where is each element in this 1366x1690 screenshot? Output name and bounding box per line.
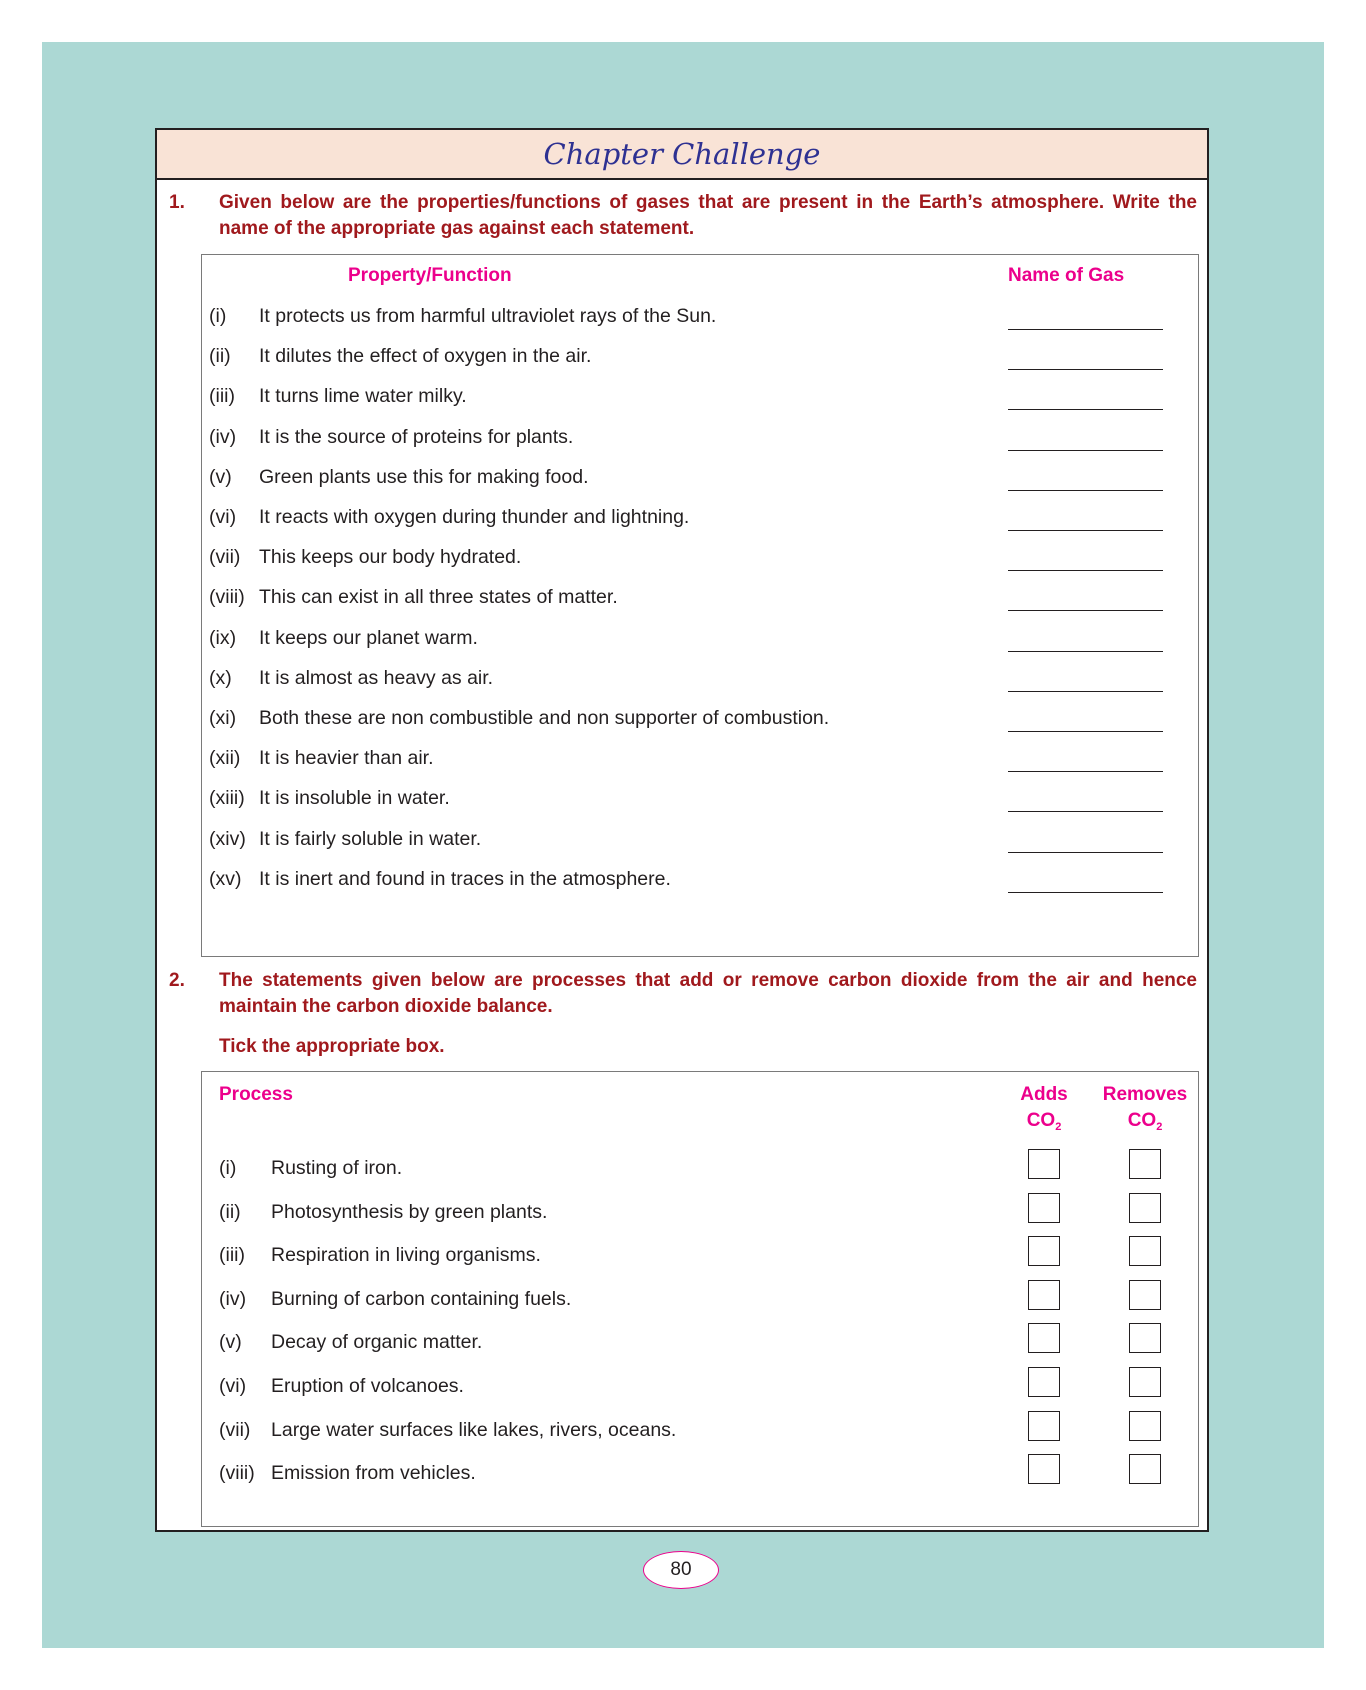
item-number: (iii) xyxy=(219,1244,245,1267)
gas-statement-row xyxy=(202,466,1198,496)
process-row xyxy=(202,1462,1198,1492)
statement-text: Both these are non combustible and non supporter of combustion. xyxy=(259,707,830,729)
statement-text: It dilutes the effect of oxygen in the air. xyxy=(259,345,592,368)
process-header: Process xyxy=(219,1084,293,1105)
removes-co2-checkbox[interactable] xyxy=(1129,1411,1161,1441)
process-text: Rusting of iron. xyxy=(271,1157,403,1179)
instruction: Tick the appropriate box. xyxy=(219,1036,445,1057)
adds-co2-checkbox[interactable] xyxy=(1028,1411,1060,1441)
process-row xyxy=(202,1375,1198,1405)
gas-statement-row xyxy=(202,747,1198,777)
removes-label: Removes xyxy=(1102,1084,1188,1105)
page-number: 80 xyxy=(643,1551,719,1589)
gas-statement-row xyxy=(202,426,1198,456)
adds-co2-label xyxy=(1016,1110,1072,1133)
removes-co2-checkbox[interactable] xyxy=(1129,1323,1161,1353)
answer-blank[interactable] xyxy=(1008,771,1163,772)
process-text: Respiration in living organisms. xyxy=(271,1244,541,1267)
process-text: Burning of carbon containing fuels. xyxy=(271,1287,572,1310)
item-number: (i) xyxy=(219,1157,237,1179)
removes-co2-checkbox[interactable] xyxy=(1129,1193,1161,1223)
item-number: (xiii) xyxy=(209,787,245,810)
statement-text: It is inert and found in traces in the atmosphere. xyxy=(259,867,671,890)
question-text: The statements given below are processes that add or remove carbon dioxide from the air and hence maintain the carbon dioxide balance. xyxy=(219,970,1197,1017)
statement-text: Green plants use this for making food. xyxy=(259,465,589,488)
statement-text: It protects us from harmful ultraviolet rays of the Sun. xyxy=(259,305,717,327)
worksheet xyxy=(155,128,1209,1532)
process-text: Decay of organic matter. xyxy=(271,1331,483,1354)
item-number: (ii) xyxy=(209,345,231,368)
adds-co2-checkbox[interactable] xyxy=(1028,1367,1060,1397)
gas-header: Name of Gas xyxy=(1008,265,1125,286)
question-number: 2. xyxy=(169,970,185,991)
item-number: (vi) xyxy=(219,1375,247,1397)
process-text: Photosynthesis by green plants. xyxy=(271,1200,548,1223)
process-row xyxy=(202,1157,1198,1187)
adds-co2-checkbox[interactable] xyxy=(1028,1236,1060,1266)
gas-statement-row xyxy=(202,305,1198,335)
gas-statement-row xyxy=(202,627,1198,657)
item-number: (viii) xyxy=(209,586,245,609)
item-number: (xi) xyxy=(209,707,237,729)
item-number: (x) xyxy=(209,666,232,689)
item-number: (xv) xyxy=(209,867,242,890)
item-number: (vi) xyxy=(209,506,237,528)
statement-text: It is almost as heavy as air. xyxy=(259,666,494,689)
statement-text: It keeps our planet warm. xyxy=(259,626,478,649)
process-row xyxy=(202,1288,1198,1318)
removes-header xyxy=(1095,1084,1195,1133)
answer-blank[interactable] xyxy=(1008,490,1163,491)
co2-text: CO xyxy=(1026,1110,1056,1131)
answer-blank[interactable] xyxy=(1008,811,1163,812)
removes-co2-label xyxy=(1095,1110,1195,1133)
item-number: (v) xyxy=(219,1331,242,1354)
answer-blank[interactable] xyxy=(1008,731,1163,732)
question-2 xyxy=(169,968,1197,1020)
answer-blank[interactable] xyxy=(1008,610,1163,611)
statement-text: It is fairly soluble in water. xyxy=(259,827,482,850)
item-number: (iv) xyxy=(209,425,237,448)
adds-co2-checkbox[interactable] xyxy=(1028,1454,1060,1484)
adds-label: Adds xyxy=(1020,1084,1068,1105)
item-number: (v) xyxy=(209,465,232,488)
item-number: (xii) xyxy=(209,747,241,770)
gas-statement-row xyxy=(202,586,1198,616)
statement-text: It is the source of proteins for plants. xyxy=(259,425,574,448)
statement-text: It turns lime water milky. xyxy=(259,385,467,408)
removes-co2-checkbox[interactable] xyxy=(1129,1236,1161,1266)
process-row xyxy=(202,1201,1198,1231)
gas-statement-row xyxy=(202,506,1198,536)
question-number: 1. xyxy=(169,192,185,213)
answer-blank[interactable] xyxy=(1008,530,1163,531)
co2-table xyxy=(201,1071,1199,1527)
process-row xyxy=(202,1244,1198,1274)
gas-statement-row xyxy=(202,868,1198,898)
adds-co2-checkbox[interactable] xyxy=(1028,1280,1060,1310)
page-title: Chapter Challenge xyxy=(157,130,1207,180)
gas-statement-row xyxy=(202,385,1198,415)
statement-text: It is insoluble in water. xyxy=(259,787,450,810)
gas-table xyxy=(201,254,1199,957)
item-number: (ii) xyxy=(219,1200,241,1223)
answer-blank[interactable] xyxy=(1008,892,1163,893)
item-number: (xiv) xyxy=(209,827,246,850)
item-number: (vii) xyxy=(219,1418,251,1441)
answer-blank[interactable] xyxy=(1008,852,1163,853)
answer-blank[interactable] xyxy=(1008,409,1163,410)
property-header: Property/Function xyxy=(348,265,512,286)
process-row xyxy=(202,1331,1198,1361)
process-text: Large water surfaces like lakes, rivers, oceans. xyxy=(271,1418,677,1441)
removes-co2-checkbox[interactable] xyxy=(1129,1280,1161,1310)
gas-statement-row xyxy=(202,345,1198,375)
item-number: (vii) xyxy=(209,546,241,569)
statement-text: It reacts with oxygen during thunder and lightning. xyxy=(259,506,690,528)
statement-text: It is heavier than air. xyxy=(259,747,434,770)
co2-subscript: 2 xyxy=(1156,1121,1163,1133)
item-number: (iii) xyxy=(209,385,235,408)
gas-statement-row xyxy=(202,787,1198,817)
co2-subscript: 2 xyxy=(1055,1121,1062,1133)
gas-statement-row xyxy=(202,828,1198,858)
gas-statement-row xyxy=(202,667,1198,697)
item-number: (viii) xyxy=(219,1462,255,1485)
question-1 xyxy=(169,190,1197,242)
removes-co2-checkbox[interactable] xyxy=(1129,1149,1161,1179)
process-row xyxy=(202,1419,1198,1449)
answer-blank[interactable] xyxy=(1008,369,1163,370)
answer-blank[interactable] xyxy=(1008,691,1163,692)
adds-header xyxy=(1016,1084,1072,1133)
answer-blank[interactable] xyxy=(1008,329,1163,330)
item-number: (iv) xyxy=(219,1287,247,1310)
co2-text: CO xyxy=(1127,1110,1157,1131)
removes-co2-checkbox[interactable] xyxy=(1129,1367,1161,1397)
adds-co2-checkbox[interactable] xyxy=(1028,1149,1060,1179)
question-text: Given below are the properties/functions of gases that are present in the Earth’s atmosphere. Write the name of the appropriate gas against each statement. xyxy=(219,192,1197,239)
adds-co2-checkbox[interactable] xyxy=(1028,1193,1060,1223)
process-text: Emission from vehicles. xyxy=(271,1462,476,1485)
adds-co2-checkbox[interactable] xyxy=(1028,1323,1060,1353)
item-number: (i) xyxy=(209,305,227,327)
statement-text: This can exist in all three states of matter. xyxy=(259,586,618,609)
process-text: Eruption of volcanoes. xyxy=(271,1375,464,1397)
gas-statement-row xyxy=(202,546,1198,576)
statement-text: This keeps our body hydrated. xyxy=(259,546,522,569)
removes-co2-checkbox[interactable] xyxy=(1129,1454,1161,1484)
answer-blank[interactable] xyxy=(1008,450,1163,451)
item-number: (ix) xyxy=(209,626,237,649)
answer-blank[interactable] xyxy=(1008,651,1163,652)
gas-statement-row xyxy=(202,707,1198,737)
answer-blank[interactable] xyxy=(1008,570,1163,571)
